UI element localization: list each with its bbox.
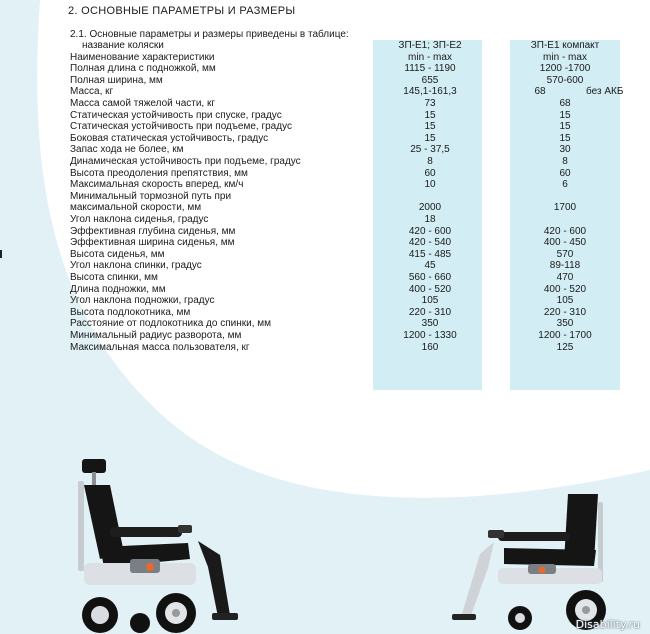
spec-row <box>0 296 650 306</box>
spec-row <box>0 122 650 132</box>
spec-row <box>0 134 650 144</box>
spec-label: Высота сиденья, мм <box>70 248 165 260</box>
spec-value-compact: 570 <box>556 248 574 260</box>
spec-value-compact: 420 - 600 <box>543 225 587 237</box>
spec-value-compact: ЗП-Е1 компакт <box>530 40 600 51</box>
spec-row <box>0 203 650 213</box>
spec-label: Угол наклона подножки, градус <box>70 295 215 307</box>
spec-row <box>0 157 650 167</box>
spec-value-standard: 420 - 600 <box>408 225 452 237</box>
spec-value-compact: 350 <box>556 318 574 330</box>
spec-value-standard: 420 - 540 <box>408 237 452 249</box>
spec-value-standard: 655 <box>421 74 439 86</box>
spec-value-compact: 6 <box>562 179 568 191</box>
spec-value-compact: min - max <box>543 51 587 63</box>
spec-value-standard: 560 - 660 <box>408 272 452 283</box>
spec-label: Боковая статическая устойчивость, градус <box>70 132 269 144</box>
power-wheelchair-large-icon <box>70 455 240 634</box>
spec-row <box>0 99 650 109</box>
spec-row <box>0 180 650 190</box>
spec-value-standard: 160 <box>421 341 439 353</box>
spec-label: Угол наклона спинки, градус <box>70 260 202 272</box>
spec-row <box>0 41 650 51</box>
spec-label: Масса самой тяжелой части, кг <box>70 98 216 109</box>
spec-row <box>0 76 650 86</box>
spec-value-compact: 68 <box>534 86 546 98</box>
spec-label: Максимальная масса пользователя, кг <box>70 341 250 353</box>
spec-row <box>0 87 650 97</box>
spec-label: Минимальный тормозной путь при <box>70 190 232 202</box>
spec-value-standard: 1200 - 1330 <box>403 330 457 341</box>
spec-value-compact: 125 <box>556 341 574 353</box>
spec-label: название коляски <box>82 40 164 51</box>
spec-label: Масса, кг <box>70 86 114 98</box>
spec-value-standard: 400 - 520 <box>408 283 452 295</box>
power-wheelchair-compact-icon <box>448 488 623 634</box>
spec-row <box>0 169 650 179</box>
spec-value-standard: 25 - 37,5 <box>410 144 450 156</box>
spec-value-standard: 105 <box>421 295 439 307</box>
spec-label: Полная ширина, мм <box>70 74 163 86</box>
spec-value-compact: 60 <box>559 167 571 179</box>
spec-value-standard: 415 - 485 <box>408 248 452 260</box>
spec-value-compact: 470 <box>556 272 574 283</box>
spec-row <box>0 145 650 155</box>
spec-value-standard: 73 <box>424 98 436 109</box>
spec-label: Максимальная скорость вперед, км/ч <box>70 179 244 191</box>
spec-value-compact: 8 <box>562 156 568 167</box>
spec-label: Запас хода не более, км <box>70 144 184 156</box>
spec-value-compact: 30 <box>559 144 571 156</box>
watermark: Disability.ru <box>575 618 640 631</box>
spec-value-standard: 15 <box>424 109 436 121</box>
spec-row <box>0 308 650 318</box>
spec-note: без АКБ <box>586 86 624 98</box>
spec-label: Минимальный радиус разворота, мм <box>70 330 242 341</box>
spec-label: Высота преодоления препятствия, мм <box>70 167 248 179</box>
spec-value-standard: 60 <box>424 167 436 179</box>
spec-label: Эффективная глубина сиденья, мм <box>70 225 236 237</box>
spec-row <box>0 238 650 248</box>
spec-label: Высота спинки, мм <box>70 272 158 283</box>
spec-label: Наименование характеристики <box>70 51 215 63</box>
spec-row <box>0 343 650 353</box>
spec-value-standard: 8 <box>427 156 433 167</box>
spec-value-compact: 15 <box>559 109 571 121</box>
spec-value-compact: 1700 <box>553 202 577 214</box>
spec-value-compact: 105 <box>556 295 574 307</box>
spec-value-standard: 220 - 310 <box>408 306 452 318</box>
spec-value-standard: 45 <box>424 260 436 272</box>
spec-value-standard: ЗП-Е1; ЗП-Е2 <box>398 40 462 51</box>
spec-row <box>0 64 650 74</box>
spec-row <box>0 250 650 260</box>
spec-row <box>0 285 650 295</box>
spec-value-compact: 15 <box>559 121 571 133</box>
spec-value-compact: 400 - 450 <box>543 237 587 249</box>
spec-row <box>0 273 650 283</box>
spec-label: Угол наклона сиденья, градус <box>70 214 209 225</box>
spec-value-standard: 10 <box>424 179 436 191</box>
spec-label: Длина подножки, мм <box>70 283 166 295</box>
spec-label: Статическая устойчивость при спуске, градус <box>70 109 282 121</box>
spec-value-standard: 15 <box>424 132 436 144</box>
spec-value-compact: 570-600 <box>546 74 584 86</box>
spec-value-compact: 1200 -1700 <box>539 63 591 75</box>
spec-value-compact: 89-118 <box>549 260 581 272</box>
spec-row <box>0 227 650 237</box>
spec-value-standard: min - max <box>408 51 452 63</box>
spec-label: Эффективная ширина сиденья, мм <box>70 237 235 249</box>
table-intro: 2.1. Основные параметры и размеры приведены в таблице: <box>70 29 349 40</box>
spec-label: Статическая устойчивость при подъеме, градус <box>70 121 292 133</box>
spec-label: Расстояние от подлокотника до спинки, мм <box>70 318 272 330</box>
section-title: 2. ОСНОВНЫЕ ПАРАМЕТРЫ И РАЗМЕРЫ <box>68 5 296 17</box>
spec-value-standard: 350 <box>421 318 439 330</box>
spec-value-standard: 2000 <box>418 202 442 214</box>
spec-value-compact: 400 - 520 <box>543 283 587 295</box>
spec-row <box>0 261 650 271</box>
spec-value-standard: 145,1-161,3 <box>403 86 457 98</box>
spec-value-compact: 15 <box>559 132 571 144</box>
spec-label: Высота подлокотника, мм <box>70 306 191 318</box>
spec-row <box>0 192 650 202</box>
spec-row <box>0 331 650 341</box>
spec-row <box>0 319 650 329</box>
spec-value-compact: 1200 - 1700 <box>538 330 592 341</box>
spec-label: Динамическая устойчивость при подъеме, градус <box>70 156 301 167</box>
spec-row <box>0 215 650 225</box>
spec-row <box>0 53 650 63</box>
spec-value-compact: 220 - 310 <box>543 306 587 318</box>
spec-value-standard: 18 <box>424 214 436 225</box>
spec-value-standard: 1115 - 1190 <box>404 63 456 75</box>
spec-value-compact: 68 <box>559 98 571 109</box>
spec-row <box>0 111 650 121</box>
spec-label: Полная длина с подножкой, мм <box>70 63 216 75</box>
spec-value-standard: 15 <box>424 121 436 133</box>
spec-label: максимальной скорости, мм <box>70 202 202 214</box>
